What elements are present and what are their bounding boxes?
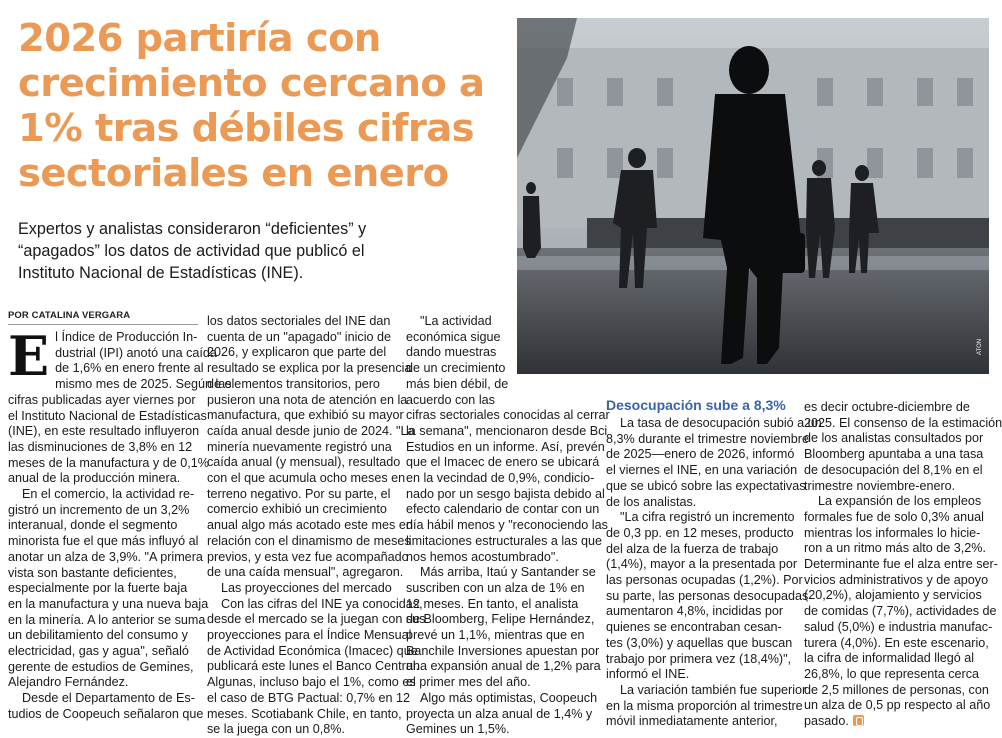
text-line: Algo más optimistas, Coopeuch [420, 690, 598, 705]
text-line: tudios de Coopeuch señalaron que [8, 706, 204, 721]
text-line: es decir octubre-diciembre de [804, 400, 970, 414]
text-line: dustrial (IPI) anotó una caída [55, 345, 217, 360]
text-line: con el que acumula ocho meses en [207, 471, 406, 486]
text-line: previos, y esta vez fue acompañado [207, 549, 409, 564]
text-line: Determinante fue el alza entre ser- [804, 557, 998, 572]
text-line: electricidad, gas y agua", señaló [8, 644, 189, 659]
end-of-article-icon [853, 715, 864, 726]
section-label: Las proyecciones del mercado [221, 580, 392, 595]
text-line: efecto calendario de contar con un [406, 502, 600, 517]
text-line: en la manufactura y una nueva baja [8, 596, 209, 611]
text-line: cifras publicadas ayer viernes por [8, 392, 196, 407]
text-line: 8,3% durante el trimestre noviembre [606, 431, 809, 446]
text-line: ron a un ritmo más alto de 3,2%. [804, 541, 987, 556]
text-line: que el Imacec de enero se ubicará [406, 455, 600, 470]
text-line: turera (4,0%). En este escenario, [804, 635, 989, 650]
text-line: meses de la manufactura y de 0,1% [8, 455, 209, 470]
text-line: de una caída mensual", agregaron. [207, 565, 404, 580]
text-line: manufactura, que exhibió su mayor [207, 408, 404, 423]
text-line: limitaciones estructurales a las que [406, 533, 602, 548]
text-line: l Índice de Producción In- [55, 330, 198, 344]
text-line: caída anual desde junio de 2024. "La [207, 423, 415, 438]
text-line: cuenta de un "apagado" inicio de [207, 329, 391, 344]
article-column-5 [804, 400, 1002, 730]
text-line: interanual, donde el segmento [8, 518, 178, 533]
text-line: 2026, y explicaron que parte del [207, 345, 387, 360]
text-line: un alza de 0,5 pp respecto al año [804, 698, 991, 713]
text-line: de los analistas consultados por [804, 431, 984, 446]
photo-credit: ATON [977, 338, 983, 355]
text-line: (20,2%), alojamiento y servicios [804, 588, 982, 603]
text-line: anotar un alza de 3,9%. "A primera [8, 549, 203, 564]
text-line: pasado. [804, 714, 849, 729]
text-line: de un crecimiento [406, 361, 506, 376]
text-line: día hábil menos y "reconociendo las [406, 518, 608, 533]
text-line: aumentaron 4,8%, incididas por [606, 604, 784, 619]
text-line: minorista fue el que más influyó al [8, 534, 199, 549]
text-line: Alejandro Fernández. [8, 675, 129, 690]
headline-line: 1% tras débiles cifras [18, 106, 474, 151]
text-line: de 1,6% en enero frente al [55, 361, 204, 376]
text-line: un debilitamiento del consumo y [8, 628, 188, 643]
text-line: la cifra de informalidad llegó al [804, 651, 975, 666]
text-line: resultado se explica por la presencia [207, 361, 412, 376]
text-line: trimestre noviembre-enero. [804, 478, 956, 493]
text-line: comercio exhibió un crecimiento [207, 502, 387, 517]
text-line: Estudios en un informe. Así, prevén [406, 439, 605, 454]
text-line: relación con el dinamismo de meses [207, 533, 411, 548]
headline [18, 16, 508, 196]
text-line: gistró un incremento de un 3,2% [8, 502, 190, 517]
text-line: de 0,3 pp. en 12 meses, producto [606, 525, 794, 540]
article-column-2 [207, 314, 426, 738]
text-line: de Bloomberg, Felipe Hernández, [406, 612, 595, 627]
text-line: informó el INE. [606, 667, 690, 682]
text-line: vista son bastante deficientes, [8, 565, 177, 580]
text-line: desde el mercado se la juegan con sus [207, 612, 426, 627]
drop-cap: E [8, 324, 50, 388]
text-line: las personas ocupadas (1,2%). Por [606, 573, 803, 588]
text-line: anual algo más acotado este mes en [207, 518, 413, 533]
text-line: del alza de la fuerza de trabajo [606, 541, 779, 556]
headline-line: sectoriales en enero [18, 151, 449, 196]
text-line: en la vecindad de 0,9%, condicio- [406, 471, 595, 486]
text-line: vicios administrativos y de apoyo [804, 572, 989, 587]
text-line: los datos sectoriales del INE dan [207, 314, 391, 328]
text-line: de Actividad Económica (Imacec) que [207, 643, 418, 658]
section-subhead: Desocupación sube a 8,3% [606, 397, 786, 413]
text-line: 12 meses. En tanto, el analista [406, 596, 579, 611]
text-line: Banchile Inversiones apuestan por [406, 643, 600, 658]
text-line: de 2025—enero de 2026, informó [606, 447, 795, 462]
article-column-3 [406, 314, 610, 738]
text-line: una expansión anual de 1,2% para [406, 659, 601, 674]
text-line: Desde el Departamento de Es- [22, 691, 195, 706]
text-line: mismo mes de 2025. Según las [55, 377, 232, 392]
text-line: 26,8%, lo que representa cerca [804, 666, 980, 681]
text-line-last [804, 714, 994, 730]
text-line: tes (3,0%) y aquellas que buscan [606, 635, 793, 650]
text-line: especialmente por la fuerte baja [8, 581, 188, 596]
text-line: proyecciones para el Índice Mensual [207, 628, 412, 643]
text-line: Bloomberg apuntaba a una tasa [804, 447, 984, 462]
text-line: En el comercio, la actividad re- [22, 487, 195, 502]
text-line: gerente de estudios de Gemines, [8, 659, 194, 674]
headline-line: 2026 partiría con [18, 16, 381, 61]
article-column-4 [606, 416, 822, 730]
text-line: de los analistas. [606, 494, 697, 509]
text-line: mientras los informales lo hicie- [804, 525, 981, 540]
text-line: Más arriba, Itaú y Santander se [420, 565, 596, 580]
text-line: en la minería. A lo anterior se suma [8, 612, 206, 627]
text-line: la semana", mencionaron desde Bci [406, 423, 608, 438]
text-line: más bien débil, de [406, 376, 509, 391]
text-line: publicará este lunes el Banco Central. [207, 659, 420, 674]
text-line: minería nuevamente registró una [207, 439, 392, 454]
text-line: meses. Scotiabank Chile, en tanto, [207, 706, 402, 721]
dek-line: Instituto Nacional de Estadísticas (INE). [18, 264, 304, 282]
text-line: anual de la producción minera. [8, 471, 181, 486]
text-line: prevé un 1,1%, mientras que en [406, 628, 585, 643]
text-line: acuerdo con las [406, 392, 495, 407]
text-line: Gemines un 1,5%. [406, 722, 510, 737]
text-line: quienes se encontraban cesan- [606, 620, 782, 635]
text-line: las disminuciones de 3,8% en 12 [8, 439, 193, 454]
text-line: suscriben con un alza de 1% en [406, 580, 585, 595]
headline-line: crecimiento cercano a [18, 61, 485, 106]
text-line: de 2,5 millones de personas, con [804, 682, 989, 697]
text-line: el caso de BTG Pactual: 0,7% en 12 [207, 690, 411, 705]
text-line: el Instituto Nacional de Estadísticas [8, 408, 207, 423]
text-line: formales fue de solo 0,3% anual [804, 509, 984, 524]
text-line: cifras sectoriales conocidas al cerrar [406, 408, 610, 423]
text-line: económica sigue [406, 329, 501, 344]
text-line: su parte, las personas desocupadas [606, 588, 809, 603]
text-line: "La cifra registró un incremento [620, 510, 795, 525]
text-line: de elementos transitorios, pero [207, 376, 380, 391]
text-line: de comidas (7,7%), actividades de [804, 604, 997, 619]
text-line: salud (5,0%) e industria manufac- [804, 619, 993, 634]
text-line: nado por un sesgo bajista debido al [406, 486, 605, 501]
text-line: el primer mes del año. [406, 675, 531, 690]
text-line: (1,4%), mayor a la presentada por [606, 557, 798, 572]
text-line: "La actividad [420, 314, 492, 328]
text-line: (INE), en este resultado influyeron [8, 424, 200, 439]
text-line: La tasa de desocupación subió a un [620, 416, 822, 430]
dek-line: Expertos y analistas consideraron “deficientes” y [18, 220, 367, 238]
byline: POR CATALINA VERGARA [8, 310, 198, 325]
article-column-1 [8, 324, 232, 723]
text-line: móvil inmediatamente anterior, [606, 714, 778, 729]
text-line: trabajo por primera vez (18,4%)", [606, 651, 792, 666]
text-line: se la juega con un 0,8%. [207, 722, 345, 737]
text-line: nos hemos acostumbrado". [406, 549, 559, 564]
text-line: proyecta un alza anual de 1,4% y [406, 706, 593, 721]
text-line: en la misma proporción al trimestre [606, 698, 803, 713]
text-line: pusieron una nota de atención en la [207, 392, 408, 407]
text-line: La variación también fue superior [620, 682, 807, 697]
text-line: Algunas, incluso bajo el 1%, como es [207, 675, 416, 690]
text-line: de desocupación del 8,1% en el [804, 462, 983, 477]
text-line: terreno negativo. Por su parte, el [207, 486, 391, 501]
dek-line: “apagados” los datos de actividad que publicó el [18, 242, 365, 260]
text-line: caída anual (y mensual), resultado [207, 455, 401, 470]
text-line: Con las cifras del INE ya conocidas, [221, 596, 423, 611]
text-line: 2025. El consenso de la estimación [804, 415, 1002, 430]
text-line: que se ubicó sobre las expectativas [606, 478, 806, 493]
text-line: dando muestras [406, 345, 497, 360]
text-line: La expansión de los empleos [818, 494, 982, 509]
article-dek [18, 218, 498, 284]
text-line: el viernes el INE, en una variación [606, 463, 798, 478]
